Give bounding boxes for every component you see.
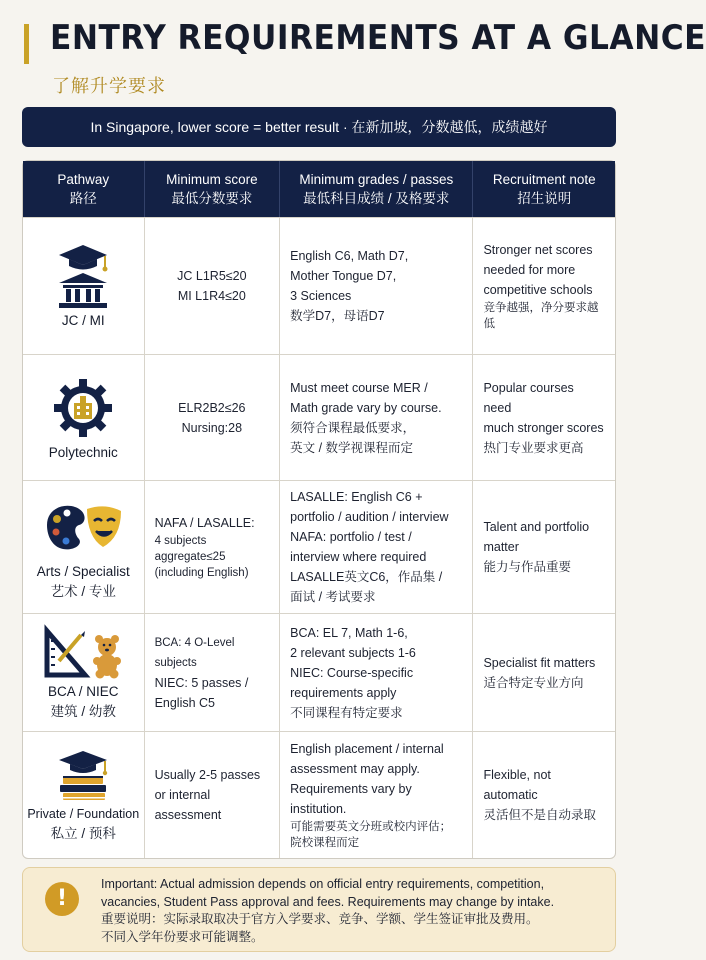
table-header	[23, 161, 615, 217]
note-line: 能力与作品重要	[483, 560, 571, 574]
table-row-jc-mi	[23, 217, 615, 354]
score-line: 4 subjects aggregate≤25	[154, 535, 226, 563]
note-line: much stronger scores	[483, 420, 604, 435]
column-header-minimum-score	[145, 161, 281, 217]
note-line: 热门专业要求更高	[483, 440, 584, 455]
notice-text	[101, 876, 601, 946]
note-line: Stronger net scores	[483, 243, 593, 257]
note-line: Popular courses need	[483, 380, 574, 415]
score-line: Nursing:28	[181, 420, 243, 435]
column-header-en: Minimum grades / passes	[299, 172, 454, 187]
column-header-zh: 最低科目成绩 / 及格要求	[303, 191, 450, 206]
min-score-cell	[145, 218, 281, 354]
score-line: (including English)	[154, 567, 249, 579]
notice-line: vacancies, Student Pass approval and fees. Requirements may change by intake.	[101, 894, 555, 909]
score-line: MI L1R4≤20	[177, 289, 246, 303]
grades-line: Requirements vary by	[290, 782, 412, 796]
pathway-label-zh: 艺术 / 专业	[50, 584, 116, 599]
score-line: or internal	[154, 788, 211, 802]
score-banner: In Singapore, lower score = better result · 在新加坡，分数越低，成绩越好	[22, 107, 616, 147]
ruler-bear-icon	[43, 624, 123, 682]
column-header-zh: 路径	[69, 191, 97, 206]
column-header-en: Pathway	[57, 172, 110, 187]
score-line: assessment	[154, 808, 222, 822]
note-line: 灵活但不是自动录取	[483, 808, 596, 822]
grades-line: LASALLE: English C6 +	[290, 490, 423, 504]
score-line: NAFA / LASALLE:	[154, 516, 255, 530]
pathway-label: JC / MI	[61, 313, 105, 328]
pathway-label-zh: 私立 / 预科	[50, 826, 116, 841]
column-header-en: Minimum score	[166, 172, 258, 187]
min-score-cell	[145, 732, 281, 858]
table-row-polytechnic	[23, 354, 615, 480]
note-line: competitive schools	[483, 283, 593, 297]
min-score-cell	[145, 355, 281, 480]
column-header-recruitment-note	[473, 161, 615, 217]
page-title: ENTRY REQUIREMENTS AT A GLANCE	[50, 18, 706, 58]
recruitment-note-cell	[473, 481, 615, 613]
pathway-label-zh: 建筑 / 幼教	[50, 703, 116, 719]
score-line: Usually 2-5 passes	[154, 768, 261, 782]
grades-line: NIEC: Course-specific	[290, 665, 414, 680]
grades-line: institution.	[290, 802, 347, 816]
pathway-cell	[23, 218, 145, 354]
notice-line: 重要说明：实际录取取决于官方入学要求、竞争、学额、学生签证审批及费用。	[101, 912, 539, 926]
grades-line: English placement / internal	[290, 742, 444, 756]
score-line: JC L1R5≤20	[177, 269, 247, 283]
recruitment-note-cell	[473, 355, 615, 480]
grades-line: interview where required	[290, 550, 427, 564]
grades-line: 须符合课程最低要求，	[290, 420, 416, 435]
recruitment-note-cell	[473, 218, 615, 354]
note-line: 适合特定专业方向	[483, 675, 584, 690]
grades-line: 2 relevant subjects 1-6	[290, 645, 416, 660]
column-header-pathway	[23, 161, 145, 217]
table-row-private-foundation	[23, 731, 615, 858]
grades-line: Mother Tongue D7,	[290, 269, 397, 283]
min-grades-cell	[280, 614, 473, 731]
column-header-zh: 招生说明	[517, 191, 572, 206]
note-line: 竞争越强，净分要求越低	[483, 302, 599, 330]
score-line: BCA: 4 O-Level subjects	[154, 636, 235, 669]
grades-line: requirements apply	[290, 685, 397, 700]
note-line: needed for more	[483, 263, 576, 277]
pathway-label: Arts / Specialist	[36, 564, 130, 579]
grades-line: portfolio / audition / interview	[290, 510, 449, 524]
recruitment-note-cell	[473, 732, 615, 858]
graduation-cap-building-icon	[43, 241, 123, 311]
page-subtitle: 了解升学要求	[52, 76, 166, 96]
grades-line: Must meet course MER /	[290, 380, 428, 395]
pathway-cell	[23, 732, 145, 858]
grades-line: 数学D7，母语D7	[290, 309, 385, 323]
pathway-cell	[23, 481, 145, 613]
important-notice	[22, 867, 616, 952]
grades-line: assessment may apply.	[290, 762, 420, 776]
score-line: ELR2B2≤26	[178, 400, 246, 415]
pathway-label: BCA / NIEC	[48, 683, 119, 699]
notice-line: Important: Actual admission depends on official entry requirements, competition,	[101, 877, 545, 891]
grades-line: BCA: EL 7, Math 1-6,	[290, 625, 408, 640]
books-cap-icon	[43, 746, 123, 804]
grades-line: LASALLE英文C6，作品集 /	[290, 570, 443, 584]
recruitment-note-cell	[473, 614, 615, 731]
palette-mask-icon	[43, 492, 123, 562]
min-score-cell	[145, 614, 281, 731]
table-row-bca-niec	[23, 613, 615, 731]
score-line: NIEC: 5 passes /	[154, 675, 249, 690]
pathway-label: Private / Foundation	[27, 807, 140, 821]
grades-line: 不同课程有特定要求	[290, 705, 403, 720]
pathway-cell	[23, 614, 145, 731]
title-accent-bar	[24, 24, 29, 64]
column-header-en: Recruitment note	[492, 172, 596, 187]
min-score-cell	[145, 481, 281, 613]
note-line: Talent and portfolio	[483, 520, 590, 534]
grades-line: 英文 / 数学视课程而定	[290, 440, 414, 455]
notice-line: 不同入学年份要求可能调整。	[101, 929, 264, 944]
note-line: Specialist fit matters	[483, 655, 596, 670]
pathway-label: Polytechnic	[48, 444, 118, 460]
score-line: English C5	[154, 695, 216, 710]
grades-line: English C6, Math D7,	[290, 249, 409, 263]
pathway-cell	[23, 355, 145, 480]
requirements-table	[22, 160, 616, 859]
grades-line: 可能需要英文分班或校内评估；	[290, 821, 452, 833]
grades-line: 面试 / 考试要求	[290, 590, 376, 604]
grades-line: Math grade vary by course.	[290, 400, 442, 415]
column-header-zh: 最低分数要求	[171, 191, 253, 206]
min-grades-cell	[280, 732, 473, 858]
column-header-minimum-grades	[280, 161, 473, 217]
min-grades-cell	[280, 218, 473, 354]
table-row-arts-specialist	[23, 480, 615, 613]
exclamation-icon: !	[45, 882, 79, 916]
grades-line: 3 Sciences	[290, 289, 352, 303]
min-grades-cell	[280, 481, 473, 613]
note-line: matter	[483, 540, 519, 554]
note-line: Flexible, not automatic	[483, 768, 551, 802]
grades-line: NAFA: portfolio / test /	[290, 530, 412, 544]
min-grades-cell	[280, 355, 473, 480]
gear-building-icon	[43, 373, 123, 443]
grades-line: 院校课程而定	[290, 837, 360, 849]
